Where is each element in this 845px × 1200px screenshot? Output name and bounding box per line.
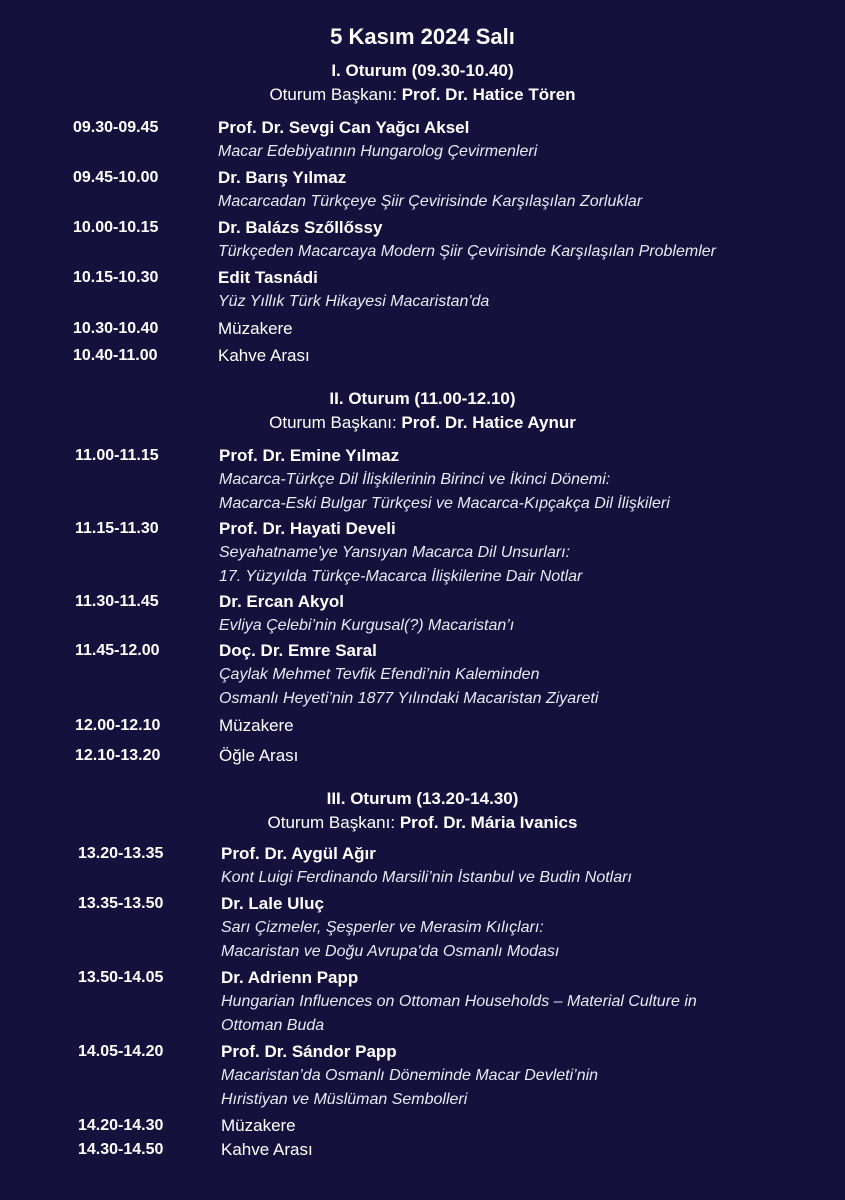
schedule-row [0, 1040, 845, 1112]
speaker-name: Prof. Dr. Hayati Develi [219, 519, 396, 538]
schedule-row [0, 116, 845, 164]
time-slot: 09.45-10.00 [73, 169, 159, 186]
talk-title: Macaristan’da Osmanlı Döneminde Macar Devleti’nin [221, 1067, 599, 1084]
time-slot: 12.10-13.20 [75, 747, 161, 764]
time-slot: 09.30-09.45 [73, 119, 159, 136]
session-1 [0, 59, 845, 368]
chair-name: Prof. Dr. Hatice Aynur [401, 413, 576, 432]
session-title: I. Oturum (09.30-10.40) [331, 61, 514, 80]
row-content [218, 317, 845, 341]
row-content [218, 216, 845, 264]
schedule-row [0, 1114, 845, 1138]
schedule-row [0, 744, 845, 768]
row-content [219, 639, 845, 711]
row-content [221, 966, 845, 1038]
row-content [221, 892, 845, 964]
schedule-row [0, 166, 845, 214]
session-title: III. Oturum (13.20-14.30) [326, 789, 519, 808]
talk-title: Macaristan ve Doğu Avrupa'da Osmanlı Modası [221, 943, 560, 960]
speaker-name: Prof. Dr. Aygül Ağır [221, 844, 376, 863]
speaker-name: Edit Tasnádi [218, 268, 318, 287]
speaker-name: Dr. Lale Uluç [221, 894, 324, 913]
time-slot: 11.15-11.30 [75, 520, 159, 537]
row-content [219, 444, 845, 516]
schedule-row [0, 1138, 845, 1162]
row-content [218, 266, 845, 314]
session-header [0, 59, 845, 107]
talk-title: Evliya Çelebi’nin Kurgusal(?) Macaristan’ı [219, 617, 515, 634]
row-content [221, 1040, 845, 1112]
talk-title: Osmanlı Heyeti’nin 1877 Yılındaki Macaristan Ziyareti [219, 690, 599, 707]
schedule-row [0, 639, 845, 711]
talk-title: Macarca-Eski Bulgar Türkçesi ve Macarca-Kıpçakça Dil İlişkileri [219, 495, 670, 512]
row-content [219, 590, 845, 638]
schedule-row [0, 317, 845, 341]
chair-label: Oturum Başkanı: [269, 413, 402, 432]
time-slot: 10.30-10.40 [73, 320, 159, 337]
schedule-row [0, 266, 845, 314]
break-label: Müzakere [219, 716, 294, 735]
speaker-name: Dr. Barış Yılmaz [218, 168, 347, 187]
time-slot: 14.30-14.50 [78, 1141, 164, 1158]
row-content [221, 1138, 845, 1162]
schedule-row [0, 216, 845, 264]
time-slot: 13.20-13.35 [78, 845, 164, 862]
session-2 [0, 387, 845, 768]
time-slot: 12.00-12.10 [75, 717, 161, 734]
row-content [219, 744, 845, 768]
session-title: II. Oturum (11.00-12.10) [329, 389, 516, 408]
schedule-row [0, 590, 845, 638]
talk-title: Yüz Yıllık Türk Hikayesi Macaristan'da [218, 293, 490, 310]
talk-title: Çaylak Mehmet Tevfik Efendi’nin Kaleminden [219, 666, 540, 683]
talk-title: Macar Edebiyatının Hungarolog Çevirmenleri [218, 143, 538, 160]
session-3 [0, 787, 845, 1162]
schedule-row [0, 517, 845, 589]
talk-title: Macarca-Türkçe Dil İlişkilerinin Birinci ve İkinci Dönemi: [219, 471, 611, 488]
speaker-name: Prof. Dr. Emine Yılmaz [219, 446, 400, 465]
schedule-row [0, 892, 845, 964]
talk-title: Sarı Çizmeler, Şeşperler ve Merasim Kılıçları: [221, 919, 544, 936]
sessions-container [0, 59, 845, 1162]
day-title: 5 Kasım 2024 Salı [330, 24, 515, 49]
chair-label: Oturum Başkanı: [269, 85, 402, 104]
speaker-name: Dr. Balázs Szőllőssy [218, 218, 383, 237]
chair-label: Oturum Başkanı: [267, 813, 400, 832]
time-slot: 13.50-14.05 [78, 969, 164, 986]
break-label: Öğle Arası [219, 746, 299, 765]
session-header [0, 787, 845, 835]
time-slot: 11.30-11.45 [75, 593, 159, 610]
time-slot: 10.15-10.30 [73, 269, 159, 286]
talk-title: Macarcadan Türkçeye Şiir Çevirisinde Karşılaşılan Zorluklar [218, 193, 643, 210]
speaker-name: Prof. Dr. Sándor Papp [221, 1042, 397, 1061]
row-content [218, 166, 845, 214]
time-slot: 14.05-14.20 [78, 1043, 164, 1060]
talk-title: Türkçeden Macarcaya Modern Şiir Çevirisinde Karşılaşılan Problemler [218, 243, 716, 260]
speaker-name: Dr. Ercan Akyol [219, 592, 345, 611]
speaker-name: Dr. Adrienn Papp [221, 968, 359, 987]
schedule-row [0, 966, 845, 1038]
schedule-row [0, 842, 845, 890]
break-label: Kahve Arası [218, 346, 310, 365]
time-slot: 11.00-11.15 [75, 447, 159, 464]
session-chair [0, 811, 845, 835]
talk-title: 17. Yüzyılda Türkçe-Macarca İlişkilerine Dair Notlar [219, 568, 583, 585]
schedule-row [0, 444, 845, 516]
session-header [0, 387, 845, 435]
time-slot: 10.00-10.15 [73, 219, 159, 236]
schedule-list [0, 116, 845, 368]
time-slot: 14.20-14.30 [78, 1117, 164, 1134]
talk-title: Ottoman Buda [221, 1017, 325, 1034]
chair-name: Prof. Dr. Mária Ivanics [399, 813, 578, 832]
talk-title: Hıristiyan ve Müslüman Sembolleri [221, 1091, 468, 1108]
row-content [221, 842, 845, 890]
row-content [218, 344, 845, 368]
chair-name: Prof. Dr. Hatice Tören [401, 85, 576, 104]
schedule-list [0, 842, 845, 1162]
break-label: Kahve Arası [221, 1140, 313, 1159]
schedule-row [0, 714, 845, 738]
break-label: Müzakere [218, 319, 293, 338]
time-slot: 11.45-12.00 [75, 642, 160, 659]
schedule-row [0, 344, 845, 368]
talk-title: Kont Luigi Ferdinando Marsili’nin İstanbul ve Budin Notları [221, 869, 632, 886]
talk-title: Hungarian Influences on Ottoman Households – Material Culture in [221, 993, 697, 1010]
schedule-list [0, 444, 845, 768]
time-slot: 10.40-11.00 [73, 347, 158, 364]
speaker-name: Prof. Dr. Sevgi Can Yağcı Aksel [218, 118, 470, 137]
session-chair [0, 411, 845, 435]
row-content [219, 714, 845, 738]
break-label: Müzakere [221, 1116, 296, 1135]
row-content [221, 1114, 845, 1138]
talk-title: Seyahatname'ye Yansıyan Macarca Dil Unsurları: [219, 544, 571, 561]
row-content [219, 517, 845, 589]
session-chair [0, 83, 845, 107]
row-content [218, 116, 845, 164]
speaker-name: Doç. Dr. Emre Saral [219, 641, 377, 660]
time-slot: 13.35-13.50 [78, 895, 164, 912]
